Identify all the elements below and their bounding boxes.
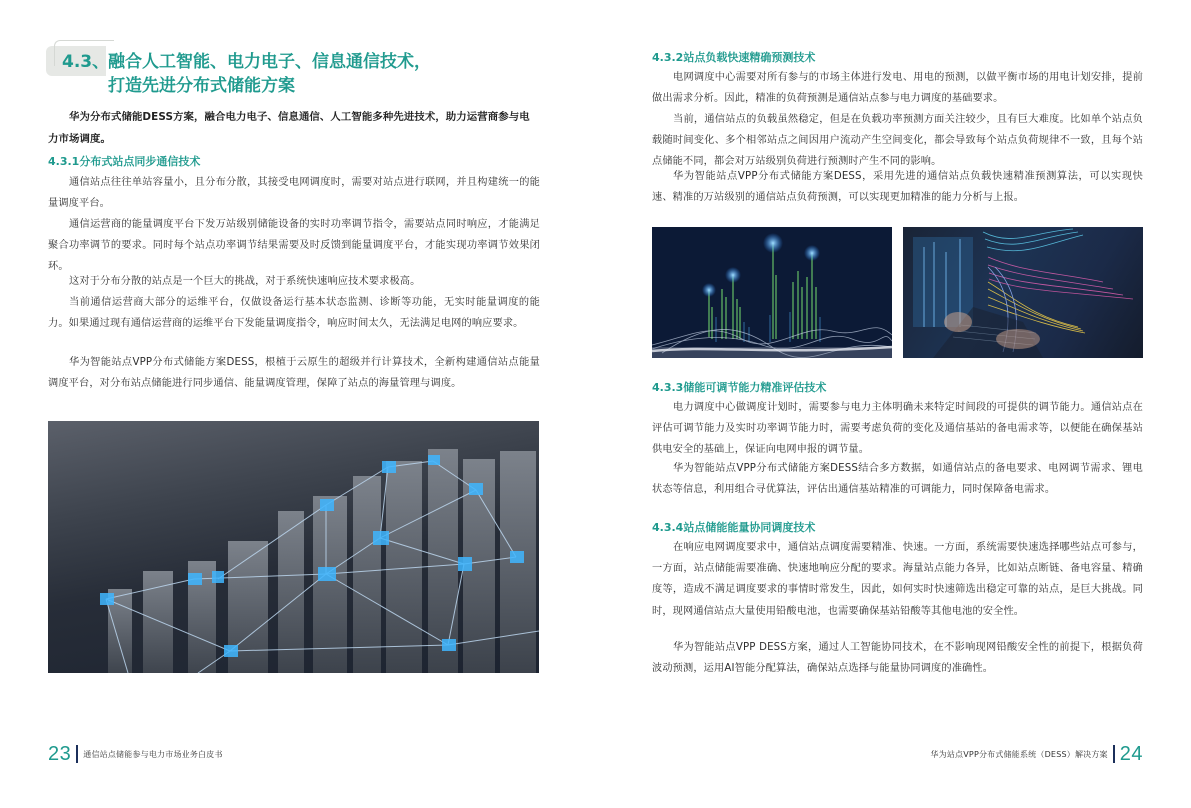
paragraph: 当前通信运营商大部分的运维平台，仅做设备运行基本状态监测、诊断等功能，无实时能量调度的能力。如果通过现有通信运营商的运维平台下发能量调度指令，响应时间太久，无法满足电网的响应要求。 xyxy=(48,297,540,330)
left-page xyxy=(0,0,595,808)
page-number: 23 xyxy=(48,743,72,765)
data-peaks-icon xyxy=(652,227,892,358)
section-title-line2: 打造先进分布式储能方案 xyxy=(108,76,295,96)
section-number: 4.3、 xyxy=(62,52,110,72)
subsection-heading-4-3-2: 4.3.2站点负载快速精确预测技术 xyxy=(652,51,816,64)
paragraph: 电力调度中心做调度计划时，需要参与电力主体明确未来特定时间段的可提供的调节能力。通信站点在评估可调节能力及实时功率调节能力时，需要考虑负荷的变化及通信基站的备电需求等，以便能在确保基站供电安全的基础上，保证向电网申报的调节量。 xyxy=(652,402,1143,456)
paragraph: 当前，通信站点的负载虽然稳定，但是在负载功率预测方面关注较少，且有巨大难度。比如单个站点负载随时间变化、多个相邻站点之间因用户流动产生空间变化，都会导致每个站点负荷规律不一致，且每个站点储能不同，都会对万站级别负荷进行预测时产生不同的影响。 xyxy=(652,114,1143,168)
paragraph: 华为智能站点VPP分布式储能方案DESS结合多方数据，如通信站点的备电要求、电网调节需求、锂电状态等信息，利用组合寻优算法，评估出通信基站精准的可调能力，同时保障备电需求。 xyxy=(652,463,1143,496)
paragraph: 通信站点往往单站容量小，且分布分散，其接受电网调度时，需要对站点进行联网，并且构建统一的能量调度平台。 xyxy=(48,177,540,210)
paragraph: 通信运营商的能量调度平台下发万站级别储能设备的实时功率调节指令，需要站点同时响应，才能满足聚合功率调节的要求。同时每个站点功率调节结果需要及时反馈到能量调度平台，才能实现功率调节效果闭环。 xyxy=(48,219,540,273)
paragraph: 电网调度中心需要对所有参与的市场主体进行发电、用电的预测，以做平衡市场的用电计划安排，提前做出需求分析。因此，精准的负荷预测是通信站点参与电力调度的基础要求。 xyxy=(652,72,1143,105)
footer-right xyxy=(930,742,1143,766)
paragraph: 这对于分布分散的站点是一个巨大的挑战，对于系统快速响应技术要求极高。 xyxy=(69,276,421,287)
footer-document-title: 通信站点储能参与电力市场业务白皮书 xyxy=(83,749,223,759)
paragraph: 华为智能站点VPP分布式储能方案DESS，根植于云原生的超级并行计算技术，全新构建通信站点能量调度平台，对分布站点储能进行同步通信、能量调度管理，保障了站点的海量管理与调度。 xyxy=(48,357,540,390)
subsection-heading-4-3-4: 4.3.4站点储能能量协同调度技术 xyxy=(652,521,816,534)
paragraph: 华为智能站点VPP分布式储能方案DESS，采用先进的通信站点负载快速精准预测算法，可以实现快速、精准的万站级别的通信站点负荷预测，可以实现更加精准的能力分析与上报。 xyxy=(652,171,1143,204)
paragraph: 在响应电网调度要求中，通信站点调度需要精准、快速。一方面，系统需要快速选择哪些站点可参与，一方面，站点储能需要准确、快速地响应分配的要求。海量站点能力各异，比如站点断链、备电容量、精确度等，造成不满足调度要求的事情时常发生，因此，如何实时快速筛选出稳定可靠的站点，是巨大挑战。同时，现网通信站点大量使用铅酸电池，也需要确保基站铅酸等其他电池的安全性。 xyxy=(652,542,1143,617)
smart-city-network-image xyxy=(48,421,539,673)
page-number: 24 xyxy=(1119,743,1143,765)
right-page xyxy=(596,0,1191,808)
footer-divider xyxy=(1113,745,1115,763)
subsection-heading-4-3-3: 4.3.3储能可调节能力精准评估技术 xyxy=(652,381,827,394)
footer-left xyxy=(48,742,223,766)
section-title xyxy=(62,50,431,98)
data-streams-icon xyxy=(903,227,1143,358)
lead-paragraph: 华为分布式储能DESS方案，融合电力电子、信息通信、人工智能多种先进技术，助力运营商参与电力市场调度。 xyxy=(48,111,530,145)
footer-divider xyxy=(76,745,78,763)
footer-document-title: 华为站点VPP分布式储能系统（DESS）解决方案 xyxy=(930,749,1108,759)
subsection-heading-4-3-1: 4.3.1分布式站点同步通信技术 xyxy=(48,155,201,168)
section-title-line1: 融合人工智能、电力电子、信息通信技术， xyxy=(108,52,431,72)
data-streams-keyboard-image xyxy=(903,227,1143,358)
section-title-block xyxy=(46,44,566,100)
data-peaks-visualization-image xyxy=(652,227,892,358)
network-lines-icon xyxy=(48,421,539,673)
paragraph: 华为智能站点VPP DESS方案，通过人工智能协同技术，在不影响现网铅酸安全性的前提下，根据负荷波动预测，运用AI智能分配算法，确保站点选择与能量协同调度的准确性。 xyxy=(652,642,1143,675)
